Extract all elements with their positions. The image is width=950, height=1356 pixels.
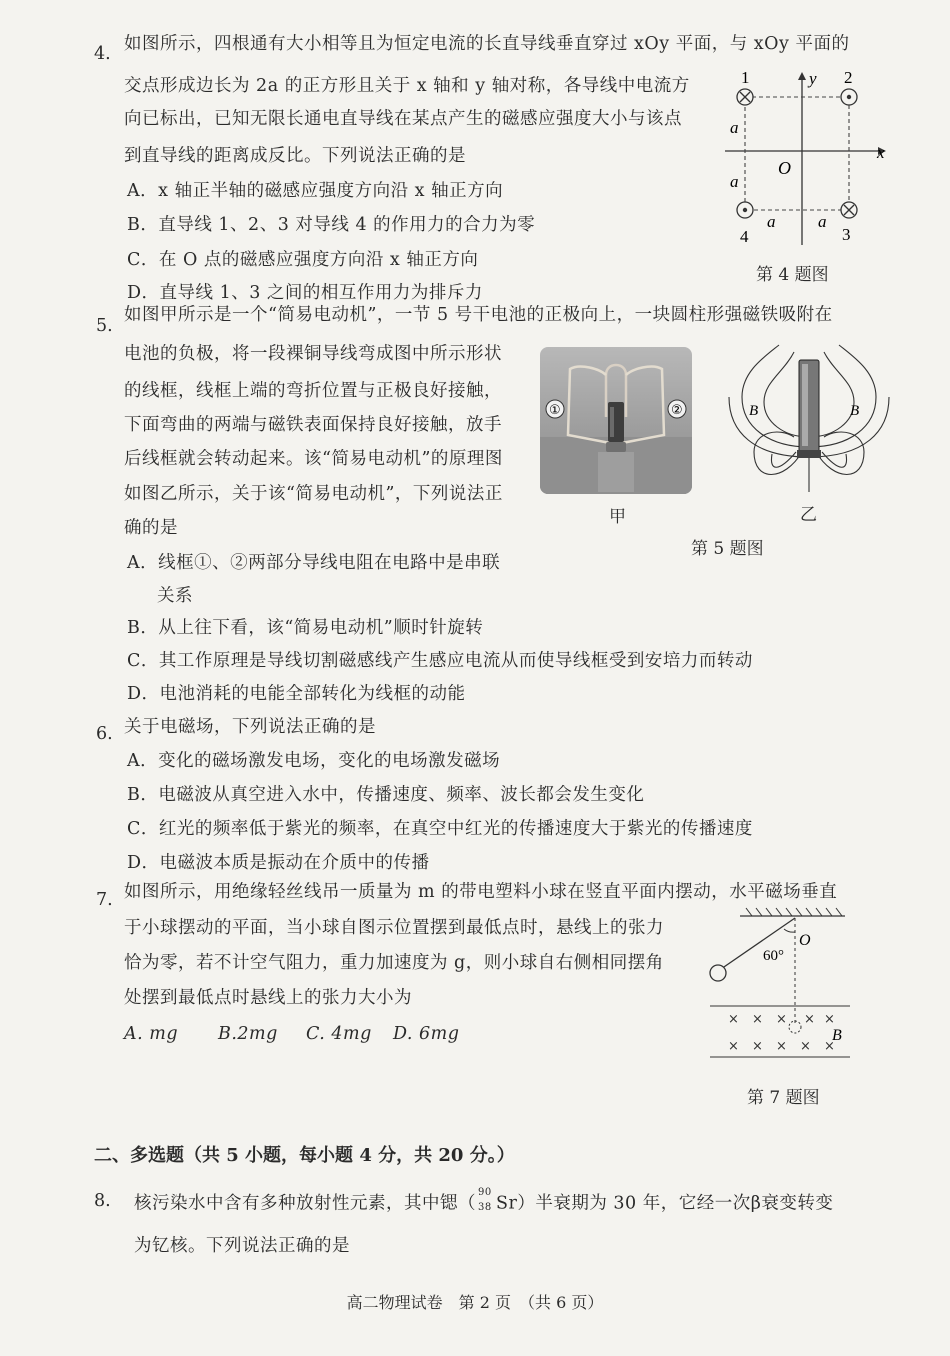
q7-figure bbox=[700, 905, 860, 1065]
q8-line-2: 为钇核。下列说法正确的是 bbox=[134, 1236, 350, 1256]
q4-stem-line-3: 向已标出，已知无限长通电直导线在某点产生的磁感应强度大小与该点 bbox=[124, 109, 682, 129]
q5-label-jia: 甲 bbox=[609, 507, 626, 527]
q5-stem-line-2: 电池的负极，将一段裸铜导线弯成图中所示形状 bbox=[124, 344, 502, 364]
svg-text:×: × bbox=[752, 1039, 763, 1054]
pendulum-ball bbox=[710, 965, 726, 981]
q7-number: 7. bbox=[96, 890, 113, 910]
svg-text:×: × bbox=[804, 1012, 815, 1027]
pivot-label: O bbox=[799, 932, 811, 949]
label-2: 2 bbox=[844, 68, 853, 87]
q6-number: 6. bbox=[96, 724, 113, 744]
q4-caption: 第 4 题图 bbox=[756, 265, 829, 285]
q7-option-c: C. 4mg bbox=[306, 1024, 372, 1044]
isotope-notation bbox=[476, 1189, 496, 1219]
q8-line-1 bbox=[134, 1189, 833, 1219]
svg-text:×: × bbox=[728, 1012, 739, 1027]
q5-stem-line-1: 如图甲所示是一个“简易电动机”，一节 5 号干电池的正极向上，一块圆柱形强磁铁吸附在 bbox=[124, 305, 833, 325]
q6-option-c: C．红光的频率低于紫光的频率，在真空中红光的传播速度大于紫光的传播速度 bbox=[127, 819, 753, 839]
label-3: 3 bbox=[842, 225, 851, 244]
svg-text:×: × bbox=[800, 1039, 811, 1054]
q6-stem: 关于电磁场，下列说法正确的是 bbox=[124, 717, 376, 737]
label-x: x bbox=[877, 143, 885, 162]
q4-option-d: D．直导线 1、3 之间的相互作用力为排斥力 bbox=[127, 283, 483, 303]
label-a-bottom-left: a bbox=[767, 212, 776, 231]
label-a-left-top: a bbox=[730, 118, 739, 137]
q4-figure bbox=[720, 60, 900, 260]
q4-option-b: B．直导线 1、2、3 对导线 4 的作用力的合力为零 bbox=[127, 215, 536, 235]
q5-stem-line-4: 下面弯曲的两端与磁铁表面保持良好接触，放手 bbox=[124, 415, 502, 435]
motor-photo-illustration bbox=[540, 347, 692, 494]
wire-1-cross-icon bbox=[737, 89, 753, 105]
isotope-mass: 90 bbox=[478, 1187, 492, 1198]
q5-number: 5. bbox=[96, 316, 113, 336]
dashed-square bbox=[745, 97, 849, 210]
q6-option-a: A．变化的磁场激发电场，变化的电场激发磁场 bbox=[127, 751, 501, 771]
q5-diagram-yi bbox=[724, 342, 894, 492]
circle-2-label: ② bbox=[671, 403, 683, 418]
magnetic-field-crosses bbox=[728, 1012, 835, 1054]
q5-option-a: A．线框①、②两部分导线电阻在电路中是串联 bbox=[127, 553, 501, 573]
q5-stem-line-6: 如图乙所示，关于该“简易电动机”，下列说法正 bbox=[124, 484, 503, 504]
q8-line-1-pre: 核污染水中含有多种放射性元素，其中锶（ bbox=[134, 1193, 476, 1214]
q7-stem-line-4: 处摆到最低点时悬线上的张力大小为 bbox=[124, 988, 412, 1008]
isotope-symbol: Sr bbox=[496, 1193, 518, 1214]
svg-text:×: × bbox=[824, 1039, 835, 1054]
q5-stem-line-7: 确的是 bbox=[124, 518, 178, 538]
q5-stem-line-3: 的线框，线框上端的弯折位置与正极良好接触， bbox=[124, 381, 502, 401]
section-2-heading: 二、多选题（共 5 小题，每小题 4 分，共 20 分。） bbox=[94, 1145, 515, 1166]
q5-option-c: C．其工作原理是导线切割磁感线产生感应电流从而使导线框受到安培力而转动 bbox=[127, 651, 753, 671]
field-label-b-left: B bbox=[749, 403, 759, 419]
q4-number: 4. bbox=[94, 44, 111, 64]
label-a-left-bottom: a bbox=[730, 172, 739, 191]
q4-stem-line-2: 交点形成边长为 2a 的正方形且关于 x 轴和 y 轴对称，各导线中电流方 bbox=[124, 76, 690, 96]
wire-2-dot-icon bbox=[841, 89, 857, 105]
q4-stem-line-4: 到直导线的距离成反比。下列说法正确的是 bbox=[124, 146, 466, 166]
label-a-bottom-right: a bbox=[818, 212, 827, 231]
q5-stem-line-5: 后线框就会转动起来。该“简易电动机”的原理图 bbox=[124, 449, 503, 469]
q7-stem-line-2: 于小球摆动的平面，当小球自图示位置摆到最低点时，悬线上的张力 bbox=[124, 918, 664, 938]
q7-stem-line-3: 恰为零，若不计空气阻力，重力加速度为 g，则小球自右侧相同摆角 bbox=[124, 953, 664, 973]
q6-option-d: D．电磁波本质是振动在介质中的传播 bbox=[127, 853, 430, 873]
angle-arc bbox=[784, 929, 795, 932]
q5-option-a-cont: 关系 bbox=[157, 586, 193, 606]
q6-option-b: B．电磁波从真空进入水中，传播速度、频率、波长都会发生变化 bbox=[127, 785, 645, 805]
field-label-b-right: B bbox=[850, 403, 860, 419]
label-y: y bbox=[809, 69, 817, 88]
q5-label-yi: 乙 bbox=[800, 505, 817, 525]
isotope-z: 38 bbox=[478, 1202, 492, 1213]
field-label-b: B bbox=[832, 1027, 842, 1044]
label-origin: O bbox=[778, 158, 791, 178]
svg-text:×: × bbox=[776, 1012, 787, 1027]
svg-text:×: × bbox=[824, 1012, 835, 1027]
label-4: 4 bbox=[740, 227, 749, 246]
q8-number: 8. bbox=[94, 1191, 111, 1211]
svg-text:×: × bbox=[752, 1012, 763, 1027]
q7-option-b: B.2mg bbox=[218, 1024, 278, 1044]
svg-text:×: × bbox=[728, 1039, 739, 1054]
q4-option-c: C．在 O 点的磁感应强度方向沿 x 轴正方向 bbox=[127, 250, 479, 270]
q7-stem-line-1: 如图所示，用绝缘轻丝线吊一质量为 m 的带电塑料小球在竖直平面内摆动，水平磁场垂直 bbox=[124, 882, 838, 902]
q5-option-d: D．电池消耗的电能全部转化为线框的动能 bbox=[127, 684, 466, 704]
q5-caption: 第 5 题图 bbox=[691, 539, 764, 559]
q8-line-1-post: ）半衰期为 30 年，它经一次β衰变转变 bbox=[517, 1193, 834, 1214]
q7-option-a: A. mg bbox=[124, 1024, 179, 1044]
q4-option-a: A．x 轴正半轴的磁感应强度方向沿 x 轴正方向 bbox=[127, 181, 504, 201]
q7-option-d: D. 6mg bbox=[393, 1024, 460, 1044]
q5-option-b: B．从上往下看，该“简易电动机”顺时针旋转 bbox=[127, 618, 484, 638]
q5-photo-jia bbox=[540, 347, 692, 494]
q7-caption: 第 7 题图 bbox=[747, 1088, 820, 1108]
label-1: 1 bbox=[741, 68, 750, 87]
angle-label: 60° bbox=[763, 948, 784, 964]
svg-text:×: × bbox=[776, 1039, 787, 1054]
wire-4-dot-icon bbox=[737, 202, 753, 218]
wire-3-cross-icon bbox=[841, 202, 857, 218]
y-axis-arrow bbox=[798, 72, 806, 80]
page-footer: 高二物理试卷 第 2 页 （共 6 页） bbox=[346, 1293, 604, 1312]
q4-stem-line-1: 如图所示，四根通有大小相等且为恒定电流的长直导线垂直穿过 xOy 平面，与 xOy 平面的 bbox=[124, 34, 850, 54]
circle-1-label: ① bbox=[549, 403, 561, 418]
